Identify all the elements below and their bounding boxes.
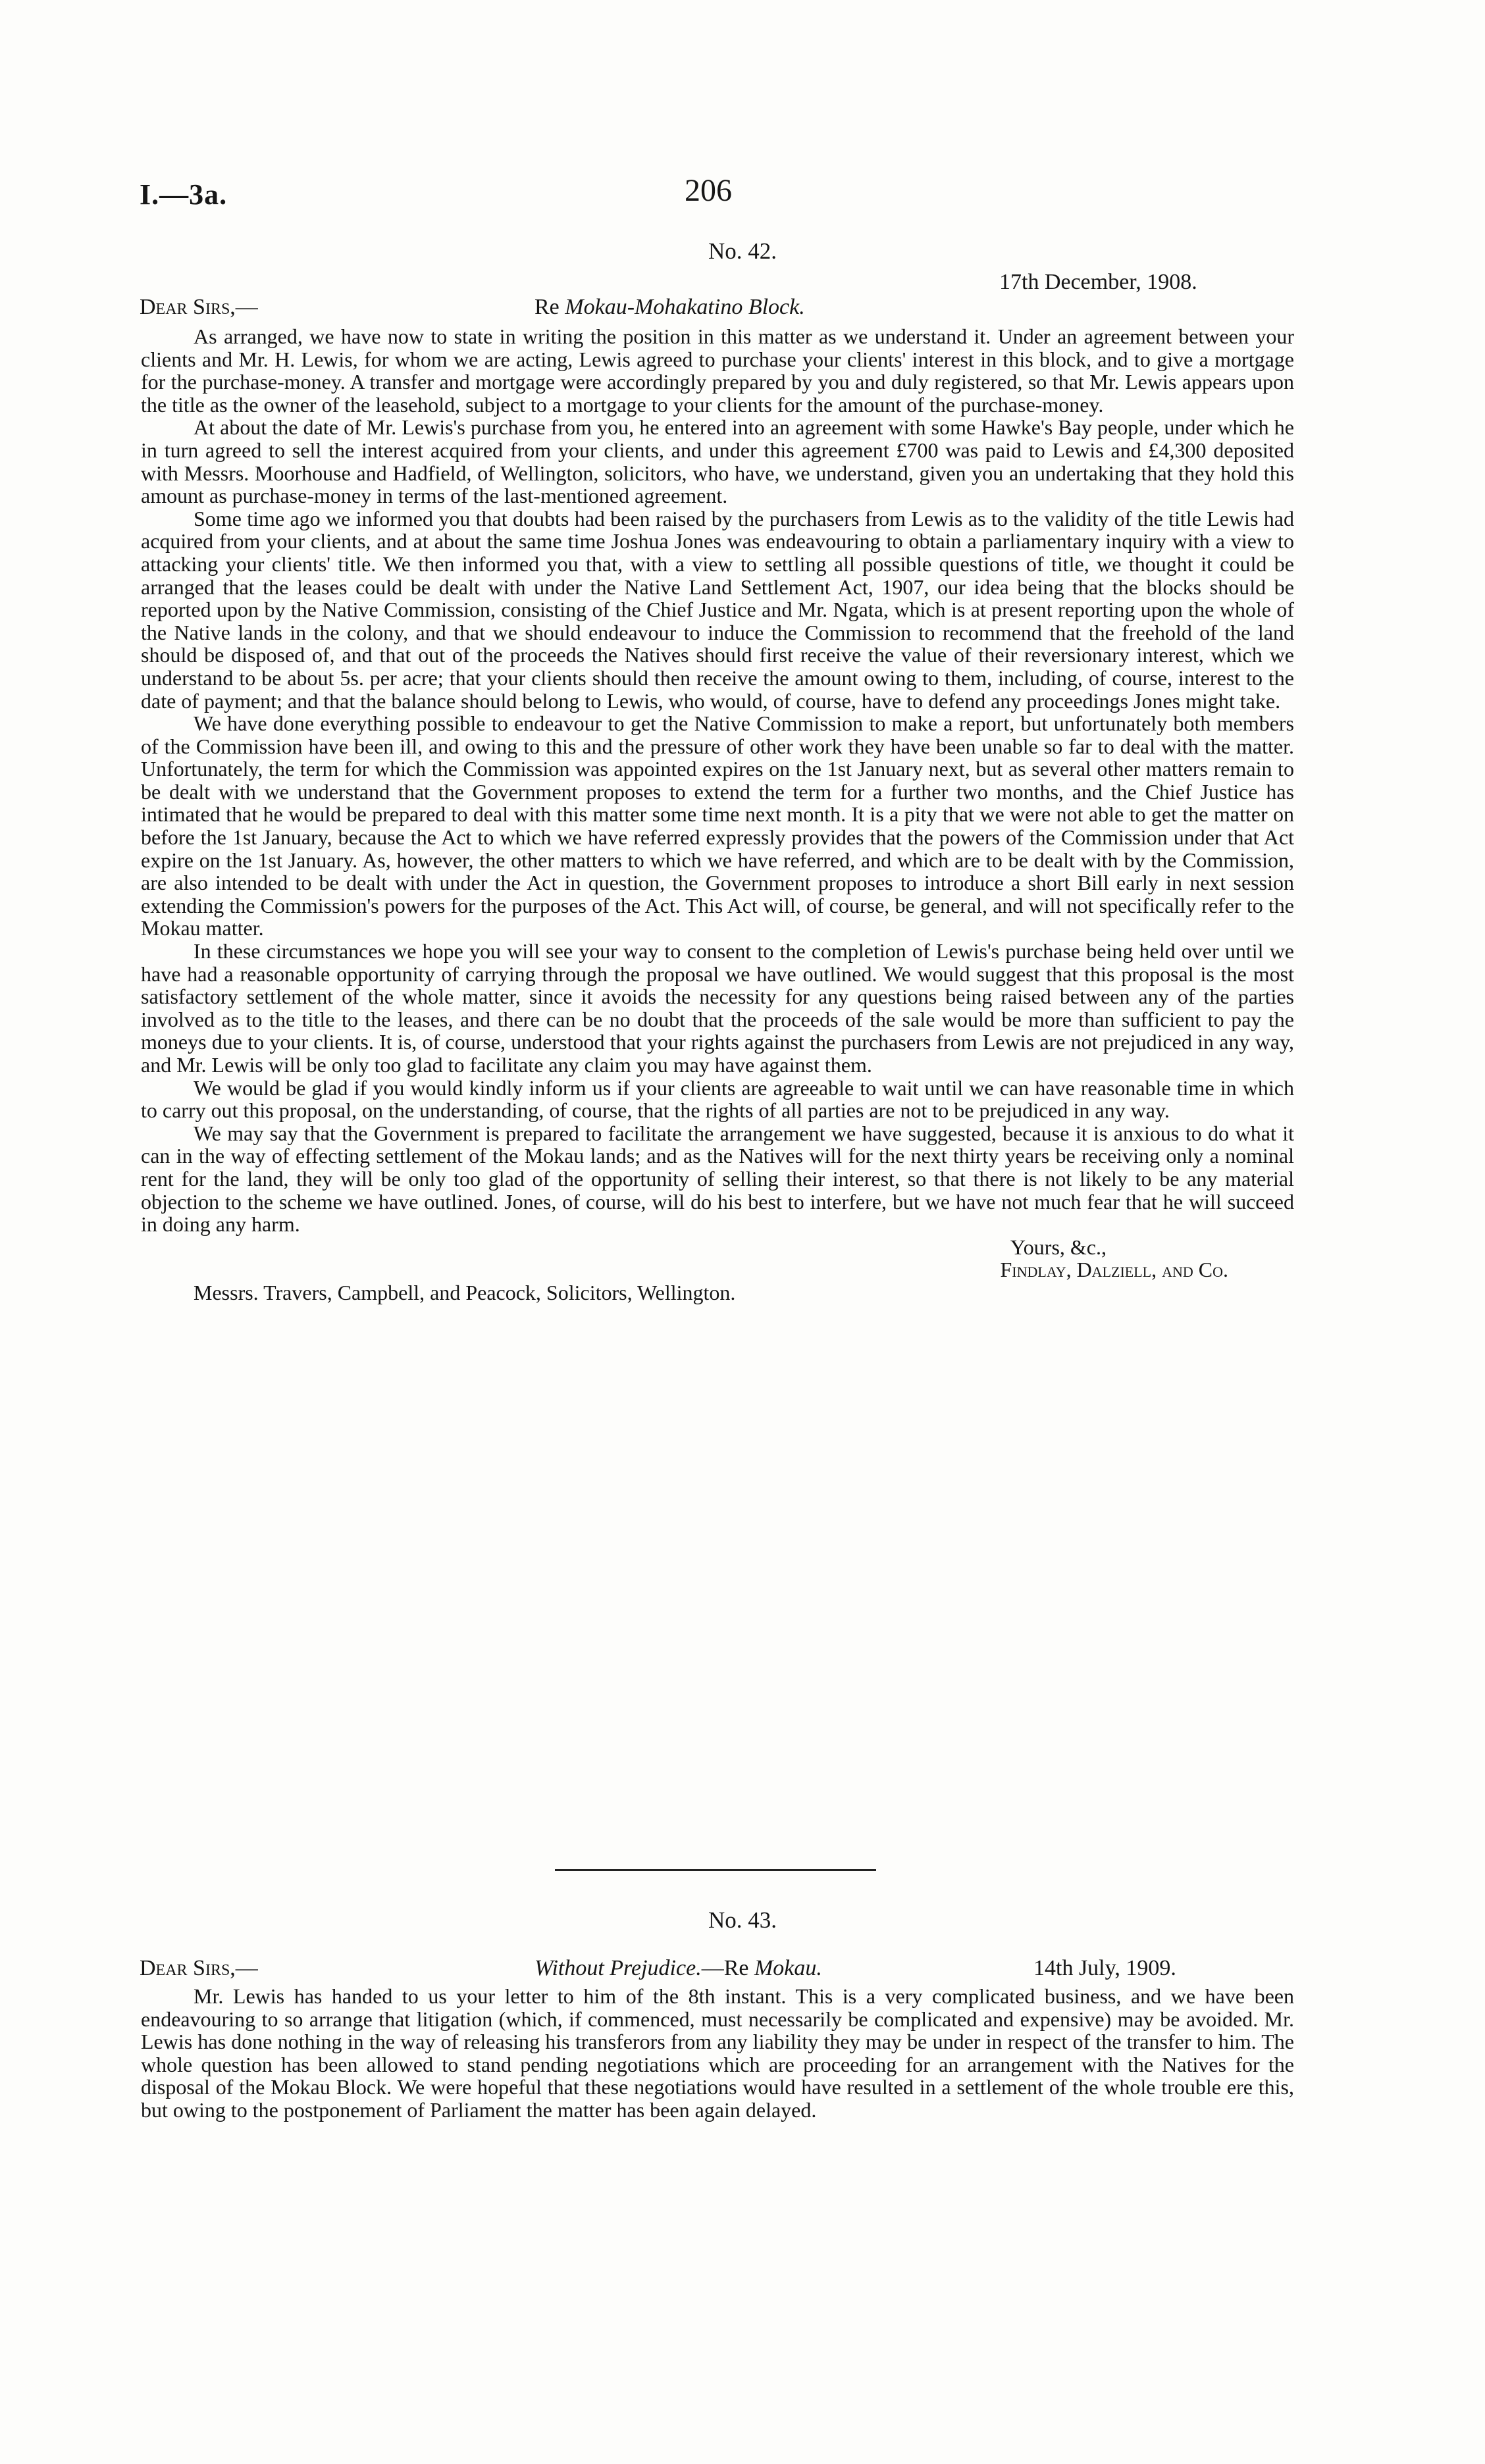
page-number: 206 bbox=[685, 173, 732, 208]
letter-body bbox=[141, 325, 1294, 1304]
letter-date: 17th December, 1908. bbox=[999, 270, 1197, 294]
letter-date: 14th July, 1909. bbox=[1033, 1956, 1176, 1980]
paragraph: We may say that the Government is prepared to facilitate the arrangement we have suggested, because it is anxious to do what it can in the way of effecting settlement of the Mokau lands; and as the Natives will for the next thirty years be receiving only a nominal rent for the land, they will be only too glad of the opportunity of selling their interest, so that there is not likely to be any material objection to the scheme we have outlined. Jones, of course, will do his best to interfere, but we have not much fear that he will succeed in doing any harm. bbox=[141, 1121, 1294, 1237]
paragraph: Mr. Lewis has handed to us your letter to him of the 8th instant. This is a very complicated business, and we have been endeavouring to so arrange that litigation (which, if commenced, must necessarily be complicated and expensive) may be avoided. Mr. Lewis has done nothing in the way of releasing his transferors from any liability they may be under in respect of the transfer to him. The whole question has been allowed to stand pending negotiations which are proceeding for an arrangement with the Natives for the disposal of the Mokau Block. We were hopeful that these negotiations would have resulted in a settlement of the whole trouble ere this, but owing to the postponement of Parliament the matter has been again delayed. bbox=[141, 1984, 1294, 2122]
addressee: Messrs. Travers, Campbell, and Peacock, Solicitors, Wellington. bbox=[194, 1280, 736, 1304]
salutation: Dear Sirs,— bbox=[140, 1956, 258, 1980]
letter-body bbox=[141, 1985, 1294, 2122]
paragraph: At about the date of Mr. Lewis's purchase from you, he entered into an agreement with some Hawke's Bay people, under which he in turn agreed to sell the interest acquired from your clients, and under this agreement £700 was paid to Lewis and £4,300 deposited with Messrs. Moorhouse and Hadfield, of Wellington, solicitors, who have, we understand, given you an undertaking that they hold this amount as purchase-money in terms of the last-mentioned agreement. bbox=[141, 415, 1294, 508]
letter-number: No. 43. bbox=[708, 1907, 777, 1933]
paragraph: We have done everything possible to endeavour to get the Native Commission to make a report, but unfortunately both members of the Commission have been ill, and owing to this and the pressure of other work they have been unable so far to deal with the matter. Unfortunately, the term for which the Commission was appointed expires on the 1st January next, but as several other matters remain to be dealt with we understand that the Government proposes to extend the term for a further two months, and the Chief Justice has intimated that he would be prepared to deal with this matter some time next month. It is a pity that we were not able to get the matter on before the 1st January, because the Act to which we have referred expressly provides that the powers of the Commission under that Act expire on the 1st January. As, however, the other matters to which we have referred, and which are to be dealt with by the Commission, are also intended to be dealt with under the Act in question, the Government proposes to introduce a short Bill early in next session extending the Commission's powers for the purposes of the Act. This Act will, of course, be general, and will not specifically refer to the Mokau matter. bbox=[141, 711, 1294, 940]
document-reference: I.—3a. bbox=[140, 178, 228, 211]
paragraph: As arranged, we have now to state in writing the position in this matter as we understand it. Under an agreement between your clients and Mr. H. Lewis, for whom we are acting, Lewis agreed to purchase your clients' interest in this block, and to give a mortgage for the purchase-money. A transfer and mortgage were accordingly prepared by you and duly registered, so that Mr. Lewis appears upon the title as the owner of the leasehold, subject to a mortgage to your clients for the amount of the purchase-money. bbox=[141, 324, 1294, 417]
closing: Yours, &c., bbox=[1010, 1235, 1107, 1259]
subject-prefix: Re bbox=[534, 295, 565, 319]
subject-title: Mokau-Mohakatino Block. bbox=[565, 295, 805, 319]
subject-prefix: —Re bbox=[701, 1956, 754, 1980]
closing-line bbox=[141, 1236, 1294, 1259]
signature: Findlay, Dalziell, and Co. bbox=[1000, 1258, 1228, 1282]
paragraph: Some time ago we informed you that doubts had been raised by the purchasers from Lewis as to the validity of the title Lewis had acquired from your clients, and at about the same time Joshua Jones was endeavouring to obtain a parliamentary inquiry with a view to attacking your clients' title. We then informed you that, with a view to settling all possible questions of title, we thought it could be arranged that the leases could be dealt with under the Native Land Settlement Act, 1907, our idea being that the blocks should be reported upon by the Native Commission, consisting of the Chief Justice and Mr. Ngata, which is at present reporting upon the whole of the Native lands in the colony, and that we should endeavour to induce the Commission to recommend that the freehold of the land should be disposed of, and that out of the proceeds the Natives should first receive the value of their reversionary interest, which we understand to be about 5s. per acre; that your clients should then receive the amount owing to them, including, of course, interest to the date of payment; and that the balance should belong to Lewis, who would, of course, have to defend any proceedings Jones might take. bbox=[141, 506, 1294, 713]
letter-number: No. 42. bbox=[708, 238, 777, 264]
paragraph: We would be glad if you would kindly inform us if your clients are agreeable to wait until we can have reasonable time in which to carry out this proposal, on the understanding, of course, that the rights of all parties are not to be prejudiced in any way. bbox=[141, 1075, 1294, 1123]
letter-subject bbox=[534, 295, 805, 320]
letter-subject bbox=[534, 1956, 822, 1981]
subject-italic: Without Prejudice. bbox=[534, 1956, 702, 1980]
paragraph: In these circumstances we hope you will see your way to consent to the completion of Lewis's purchase being held over until we have had a reasonable opportunity of carrying through the proposal we have outlined. We would suggest that this proposal is the most satisfactory settlement of the whole matter, since it avoids the necessity for any questions being raised between any of the parties involved as to the title to the leases, and there can be no doubt that the proceeds of the sale would be more than sufficient to pay the moneys due to your clients. It is, of course, understood that your rights against the purchasers from Lewis are not prejudiced in any way, and Mr. Lewis will be only too glad to facilitate any claim you may have against them. bbox=[141, 939, 1294, 1077]
salutation: Dear Sirs,— bbox=[140, 295, 258, 319]
section-divider bbox=[555, 1869, 876, 1871]
subject-title: Mokau. bbox=[754, 1956, 822, 1980]
